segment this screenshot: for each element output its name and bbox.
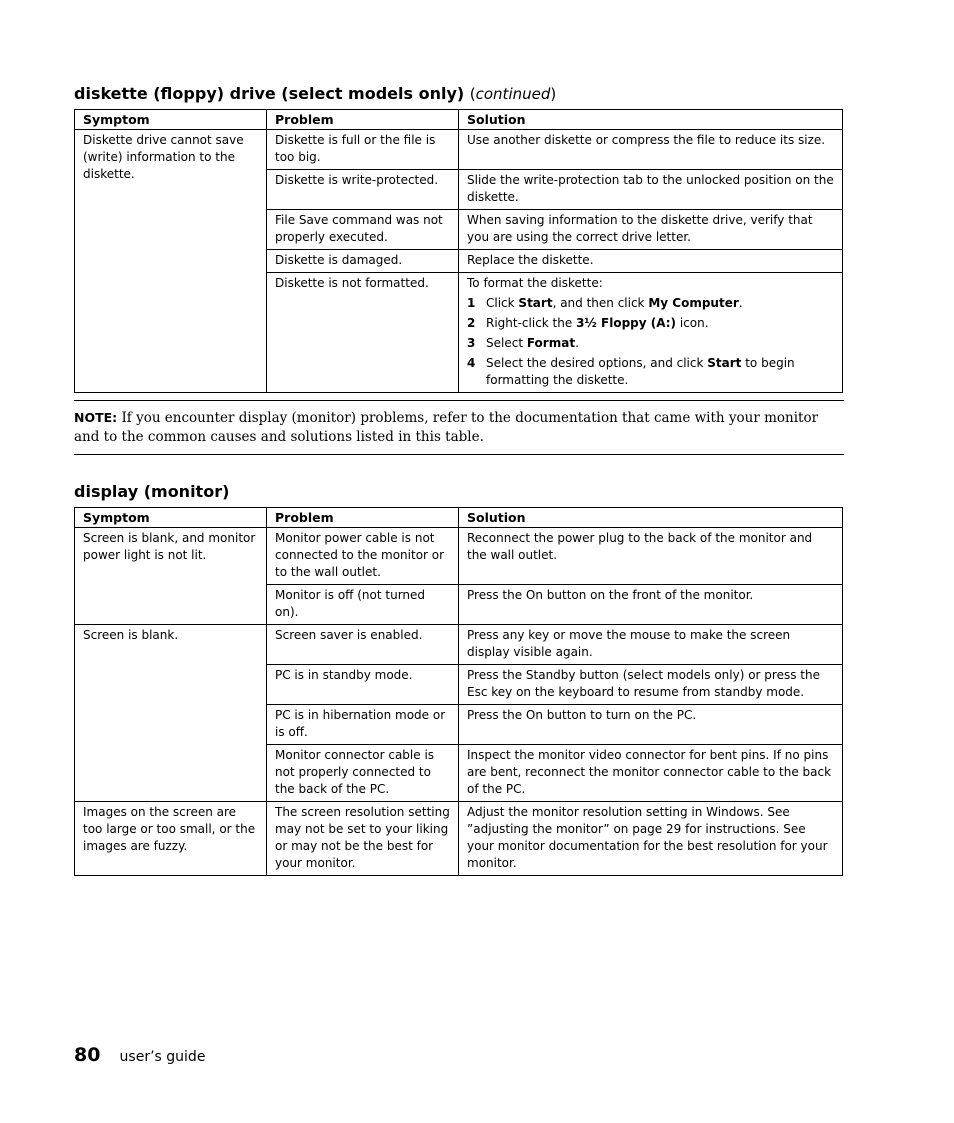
step-bold: My Computer: [648, 296, 739, 310]
note-text: If you encounter display (monitor) problems, refer to the documentation that came with your monitor and to the common causes and solutions listed in this table.: [74, 410, 819, 445]
display-troubleshooting-table: [74, 507, 843, 876]
column-header-problem: Problem: [267, 110, 459, 130]
table-row: [75, 528, 843, 585]
symptom-cell: Images on the screen are too large or too small, or the images are fuzzy.: [75, 802, 267, 876]
table-row: [75, 130, 843, 170]
step-number: 3: [467, 336, 476, 350]
step-number: 2: [467, 316, 476, 330]
step-text: Select: [486, 336, 527, 350]
page-footer: [74, 1044, 205, 1066]
step-bold: Format: [526, 336, 576, 350]
format-steps-list: [467, 295, 834, 389]
solution-cell: Reconnect the power plug to the back of the monitor and the wall outlet.: [459, 528, 843, 585]
solution-cell: Use another diskette or compress the file to reduce its size.: [459, 130, 843, 170]
solution-cell: [459, 273, 843, 393]
step-bold: 3½ Floppy (A:): [576, 316, 677, 330]
symptom-cell: Diskette drive cannot save (write) information to the diskette.: [75, 130, 267, 393]
problem-cell: Monitor is off (not turned on).: [267, 585, 459, 625]
footer-label: user’s guide: [119, 1049, 206, 1065]
section-title: diskette (floppy) drive (select models only): [74, 84, 465, 103]
list-item: [467, 355, 834, 389]
step-text: Click: [486, 296, 519, 310]
continued-close: ): [550, 85, 557, 103]
continued-open: (: [469, 85, 476, 103]
section-heading-diskette: [74, 84, 556, 104]
continued-label: continued: [475, 85, 551, 103]
problem-cell: Monitor connector cable is not properly connected to the back of the PC.: [267, 745, 459, 802]
step-number: 1: [467, 296, 476, 310]
solution-cell: Inspect the monitor video connector for bent pins. If no pins are bent, reconnect the monitor connector cable to the back of the PC.: [459, 745, 843, 802]
problem-cell: PC is in hibernation mode or is off.: [267, 705, 459, 745]
problem-cell: File Save command was not properly executed.: [267, 210, 459, 250]
column-header-solution: Solution: [459, 508, 843, 528]
table-header-row: [75, 508, 843, 528]
diskette-troubleshooting-table: [74, 109, 843, 393]
symptom-cell: Screen is blank.: [75, 625, 267, 802]
solution-intro: To format the diskette:: [467, 276, 603, 290]
page-number: 80: [74, 1044, 101, 1066]
step-bold: Start: [518, 296, 553, 310]
column-header-solution: Solution: [459, 110, 843, 130]
step-number: 4: [467, 356, 476, 370]
problem-cell: Diskette is not formatted.: [267, 273, 459, 393]
step-text: icon.: [676, 316, 709, 330]
note-label: NOTE:: [74, 410, 118, 425]
problem-cell: Diskette is write-protected.: [267, 170, 459, 210]
problem-cell: Monitor power cable is not connected to the monitor or to the wall outlet.: [267, 528, 459, 585]
problem-cell: Diskette is damaged.: [267, 250, 459, 273]
section-title: display (monitor): [74, 482, 230, 501]
solution-cell: Replace the diskette.: [459, 250, 843, 273]
step-text: , and then click: [552, 296, 649, 310]
solution-cell: Press the Standby button (select models only) or press the Esc key on the keyboard to resume from standby mode.: [459, 665, 843, 705]
column-header-problem: Problem: [267, 508, 459, 528]
step-text: .: [575, 336, 579, 350]
solution-cell: Slide the write-protection tab to the unlocked position on the diskette.: [459, 170, 843, 210]
solution-cell: Adjust the monitor resolution setting in Windows. See ”adjusting the monitor” on page 29 for instructions. See your monitor documentation for the best resolution for your monitor.: [459, 802, 843, 876]
table-row: [75, 802, 843, 876]
column-header-symptom: Symptom: [75, 110, 267, 130]
symptom-cell: Screen is blank, and monitor power light is not lit.: [75, 528, 267, 625]
problem-cell: Screen saver is enabled.: [267, 625, 459, 665]
section-heading-display: [74, 482, 229, 502]
column-header-symptom: Symptom: [75, 508, 267, 528]
problem-cell: The screen resolution setting may not be set to your liking or may not be the best for your monitor.: [267, 802, 459, 876]
list-item: [467, 335, 834, 352]
list-item: [467, 295, 834, 312]
step-text: to begin formatting the diskette.: [486, 356, 795, 387]
solution-cell: Press any key or move the mouse to make the screen display visible again.: [459, 625, 843, 665]
step-text: Select the desired options, and click: [486, 356, 708, 370]
problem-cell: Diskette is full or the file is too big.: [267, 130, 459, 170]
list-item: [467, 315, 834, 332]
table-row: [75, 625, 843, 665]
table-header-row: [75, 110, 843, 130]
step-text: .: [738, 296, 743, 310]
step-bold: Start: [707, 356, 742, 370]
problem-cell: PC is in standby mode.: [267, 665, 459, 705]
solution-cell: Press the On button to turn on the PC.: [459, 705, 843, 745]
note-box: [74, 400, 844, 455]
solution-cell: When saving information to the diskette drive, verify that you are using the correct drive letter.: [459, 210, 843, 250]
step-text: Right-click the: [486, 316, 577, 330]
solution-cell: Press the On button on the front of the monitor.: [459, 585, 843, 625]
